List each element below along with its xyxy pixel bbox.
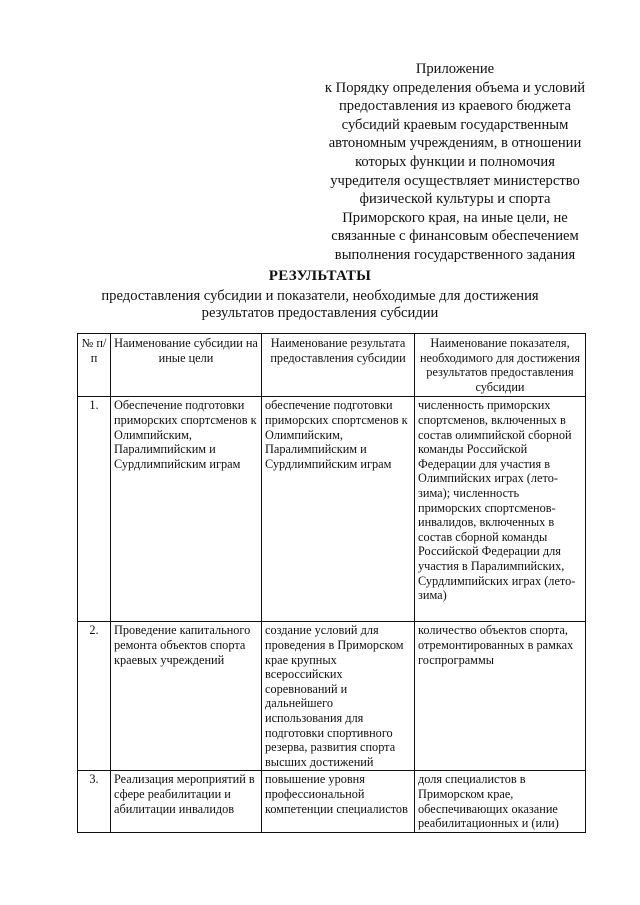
appendix-line: учредителя осуществляет министерство bbox=[330, 172, 580, 189]
row-result: повышение уровня профессиональной компетенции специалистов bbox=[262, 771, 415, 832]
appendix-line: связанные с финансовым обеспечением bbox=[331, 228, 579, 245]
row-subsidy: Реализация мероприятий в сфере реабилитации и абилитации инвалидов bbox=[111, 771, 262, 832]
row-indicator: доля специалистов в Приморском крае, обеспечивающих оказание реабилитационных и (или) bbox=[415, 771, 586, 832]
header-subsidy: Наименование субсидии на иные цели bbox=[111, 334, 262, 397]
appendix-line: предоставления из краевого бюджета bbox=[338, 98, 572, 115]
row-number: 3. bbox=[78, 771, 111, 832]
table-header-row bbox=[78, 334, 586, 397]
row-indicator: численность приморских спортсменов, включенных в состав олимпийской сборной команды Российской Федерации для участия в Олимпийских играх (лето-зима); численность приморских спортсменов-инвалидов, включенных в состав сборной команды Российской Федерации для участия в Паралимпийских, Сурдлимпийских играх (лето-зима) bbox=[415, 397, 586, 622]
appendix-header bbox=[300, 60, 610, 265]
appendix-line: Приложение bbox=[415, 61, 495, 77]
appendix-line: автономным учреждениям, в отношении bbox=[328, 135, 582, 152]
document-title: РЕЗУЛЬТАТЫ bbox=[268, 268, 372, 284]
row-subsidy: Обеспечение подготовки приморских спортсменов к Олимпийским, Паралимпийским и Сурдлимпийским играм bbox=[111, 397, 262, 622]
appendix-line: к Порядку определения объема и условий bbox=[324, 79, 586, 96]
header-result: Наименование результата предоставления субсидии bbox=[262, 334, 415, 397]
appendix-line: субсидий краевым государственным bbox=[341, 116, 569, 133]
row-result: создание условий для проведения в Приморском крае крупных всероссийских соревнований и дальнейшего использования для подготовки спортивного резерва, развития спорта высших достижений bbox=[262, 622, 415, 771]
row-subsidy: Проведение капитального ремонта объектов спорта краевых учреждений bbox=[111, 622, 262, 771]
appendix-line: Приморского края, на иные цели, не bbox=[342, 209, 568, 226]
appendix-line: физической культуры и спорта bbox=[359, 191, 551, 208]
row-result: обеспечение подготовки приморских спортсменов к Олимпийским, Паралимпийским и Сурдлимпийским играм bbox=[262, 397, 415, 622]
row-indicator: количество объектов спорта, отремонтированных в рамках госпрограммы bbox=[415, 622, 586, 771]
table-row bbox=[78, 771, 586, 832]
document-subtitle: предоставления субсидии и показатели, необходимые для достижения результатов предоставления субсидии bbox=[101, 288, 539, 321]
row-number: 1. bbox=[78, 397, 111, 622]
appendix-line: выполнения государственного задания bbox=[334, 246, 576, 263]
results-table bbox=[77, 333, 586, 833]
table-row bbox=[78, 622, 586, 771]
appendix-line: которых функции и полномочия bbox=[355, 153, 555, 170]
row-number: 2. bbox=[78, 622, 111, 771]
header-number: № п/п bbox=[78, 334, 111, 397]
header-indicator: Наименование показателя, необходимого для достижения результатов предоставления субсидии bbox=[415, 334, 586, 397]
table-row bbox=[78, 397, 586, 622]
